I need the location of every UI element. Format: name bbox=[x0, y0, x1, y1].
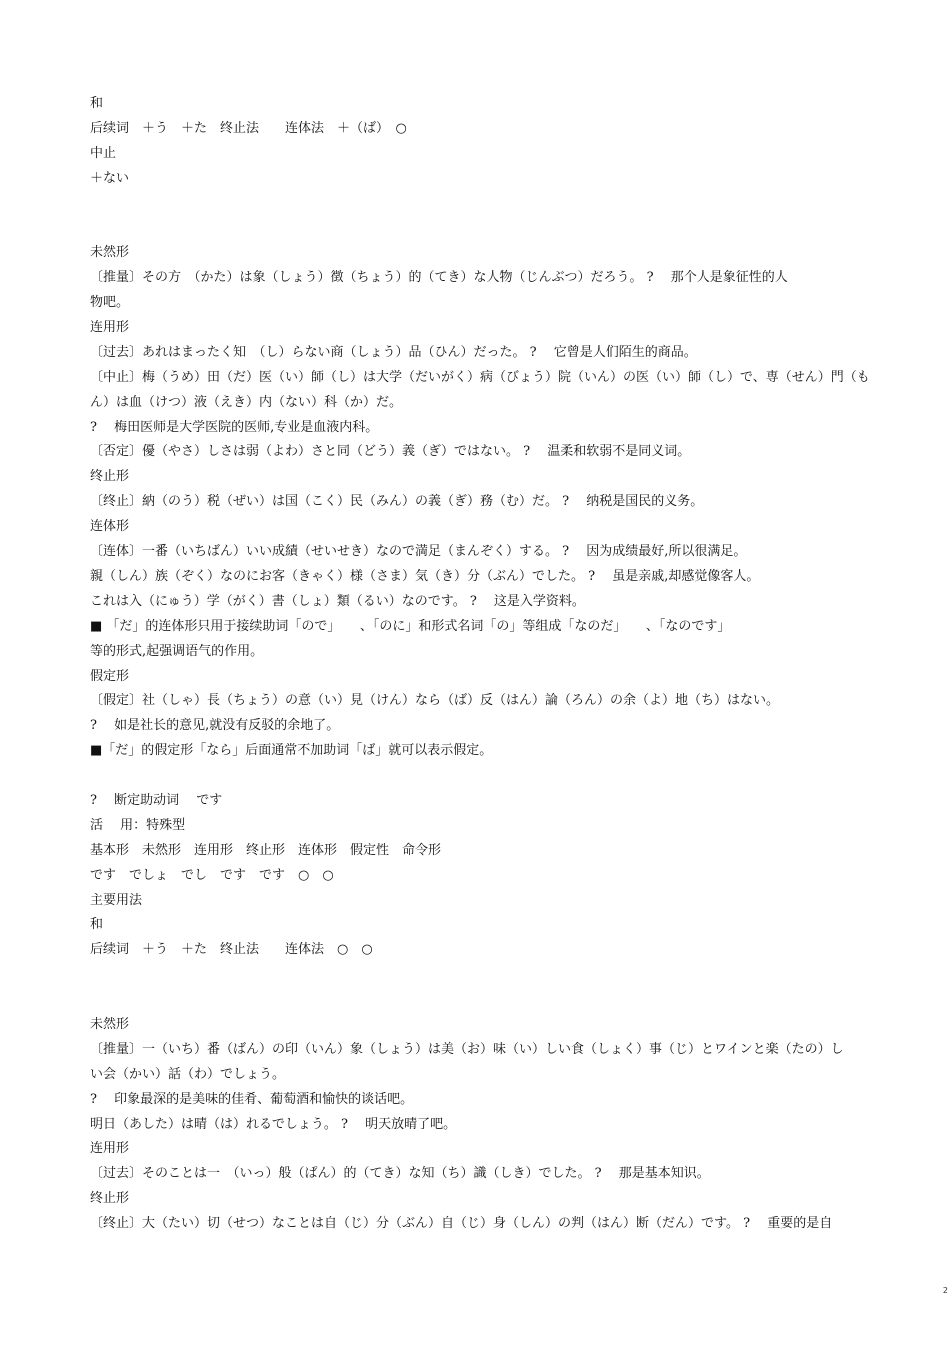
heading-line: 未然形 bbox=[90, 245, 130, 261]
heading-line: 未然形 bbox=[90, 1016, 130, 1032]
section-title: ? 断定助动词 です bbox=[90, 792, 223, 808]
note-line: ■ 「だ」的连体形只用于接续助词「ので」 、「のに」和形式名词「の」等组成「なのだ」 、「なのです」 bbox=[90, 618, 731, 634]
text-line: 和 bbox=[90, 96, 104, 111]
text-line: 親（しん）族（ぞく）なのにお客（きゃく）様（さま）気（き）分（ぶん）でした。 ? 虽是亲戚,却感觉像客人。 bbox=[90, 568, 760, 584]
heading-line: 终止形 bbox=[90, 469, 130, 485]
heading-line: 连体形 bbox=[90, 519, 130, 535]
text-line: 物吧。 bbox=[90, 295, 130, 311]
text-line: 和 bbox=[90, 917, 104, 933]
text-line: 中止 bbox=[90, 145, 117, 161]
text-line: 〔终止〕納（のう）税（ぜい）は国（こく）民（みん）の義（ぎ）務（む）だ。 ? 纳税是国民的义务。 bbox=[90, 494, 704, 510]
text-line: ん）は血（けつ）液（えき）内（ない）科（か）だ。 bbox=[90, 394, 403, 410]
section-desu-overview bbox=[90, 789, 910, 963]
section-da-examples bbox=[90, 241, 910, 764]
spacer bbox=[90, 963, 910, 1013]
heading-line: 连用形 bbox=[90, 1141, 130, 1157]
heading-line: 假定形 bbox=[90, 668, 130, 684]
text-line: これは入（にゅう）学（がく）書（しょ）類（るい）なのです。 ? 这是入学资料。 bbox=[90, 593, 585, 609]
text-line: ＋ない bbox=[90, 170, 130, 186]
text-line: 后续词 ＋う ＋た 终止法 连体法 ○ ○ bbox=[90, 942, 373, 958]
spacer bbox=[90, 192, 910, 242]
text-line: 〔连体〕一番（いちばん）いい成績（せいせき）なので満足（まんぞく）する。 ? 因为成绩最好,所以很满足。 bbox=[90, 544, 747, 560]
text-line: ? 如是社长的意见,就没有反驳的余地了。 bbox=[90, 718, 340, 734]
section-desu-examples bbox=[90, 1013, 910, 1237]
text-line: 〔过去〕そのことは一 （いっ）般（ぱん）的（てき）な知（ち）識（しき）でした。 ? 那是基本知识。 bbox=[90, 1166, 710, 1182]
text-line: 〔终止〕大（たい）切（せつ）なことは自（じ）分（ぶん）自（じ）身（しん）の判（はん）断（だん）です。 ? 重要的是自 bbox=[90, 1216, 833, 1232]
text-line: ? 印象最深的是美味的佳肴、葡萄酒和愉快的谈话吧。 bbox=[90, 1091, 414, 1107]
spacer bbox=[90, 764, 910, 789]
text-line: です でしょ でし です です ○ ○ bbox=[90, 867, 334, 883]
document-body bbox=[90, 92, 910, 1237]
text-line: 〔假定〕社（しゃ）長（ちょう）の意（い）見（けん）なら（ば）反（はん）論（ろん）の余（よ）地（ち）はない。 bbox=[90, 693, 780, 709]
heading-line: 终止形 bbox=[90, 1191, 130, 1207]
text-line: 〔推量〕その方 （かた）は象（しょう）徴（ちょう）的（てき）な人物（じんぶつ）だろう。 ? 那个人是象征性的人 bbox=[90, 270, 788, 286]
text-line: 活 用：特殊型 bbox=[90, 817, 186, 833]
text-line: 基本形 未然形 连用形 终止形 连体形 假定性 命令形 bbox=[90, 842, 442, 858]
note-line: ■「だ」的假定形「なら」后面通常不加助词「ば」就可以表示假定。 bbox=[90, 743, 493, 759]
text-line: 〔否定〕優（やさ）しさは弱（よわ）さと同（どう）義（ぎ）ではない。 ? 温柔和软弱不是同义词。 bbox=[90, 444, 691, 460]
text-line: 明日（あした）は晴（は）れるでしょう。 ? 明天放晴了吧。 bbox=[90, 1116, 457, 1132]
page-number: 2 bbox=[942, 1286, 948, 1295]
heading-line: 连用形 bbox=[90, 320, 130, 336]
text-line: 后续词 ＋う ＋た 终止法 连体法 ＋（ば） ○ bbox=[90, 120, 407, 136]
text-line: 〔中止〕梅（うめ）田（だ）医（い）師（し）は大学（だいがく）病（びょう）院（いん）の医（い）師（し）で、専（せん）門（も bbox=[90, 369, 870, 385]
section-da-usage-table bbox=[90, 92, 910, 192]
text-line: ? 梅田医师是大学医院的医师,专业是血液内科。 bbox=[90, 419, 379, 435]
heading-line: 主要用法 bbox=[90, 892, 143, 908]
text-line: い会（かい）話（わ）でしょう。 bbox=[90, 1066, 286, 1082]
text-line: 〔推量〕一（いち）番（ばん）の印（いん）象（しょう）は美（お）味（い）しい食（しょく）事（じ）とワインと楽（たの）し bbox=[90, 1041, 844, 1057]
note-line: 等的形式,起强调语气的作用。 bbox=[90, 643, 264, 659]
text-line: 〔过去〕あれはまったく知 （し）らない商（しょう）品（ひん）だった。 ? 它曾是人们陌生的商品。 bbox=[90, 344, 697, 360]
